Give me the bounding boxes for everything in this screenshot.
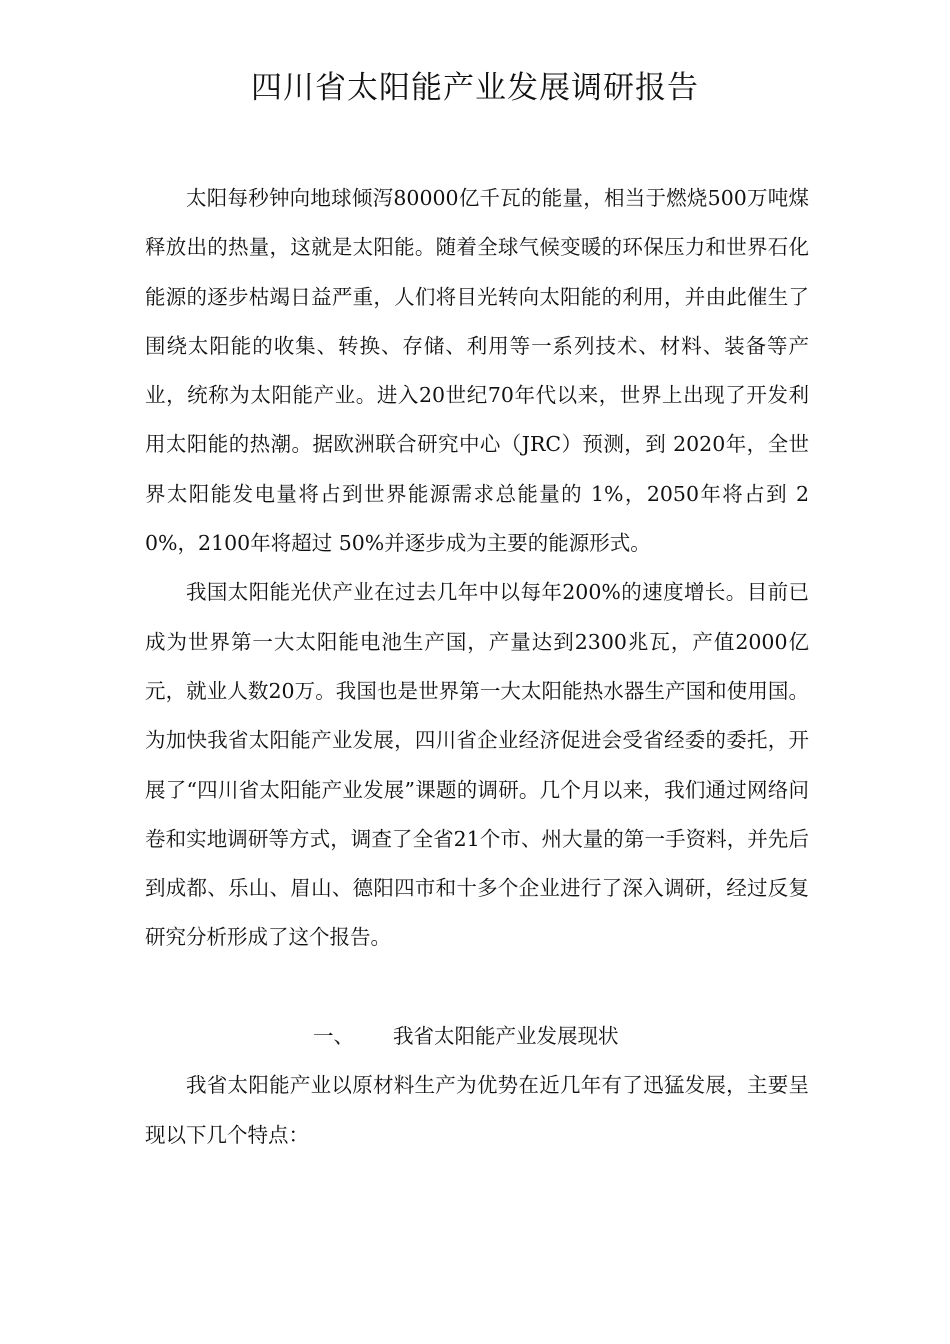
document-body [145,174,809,1160]
paragraph-intro: 太阳每秒钟向地球倾泻80000亿千瓦的能量，相当于燃烧500万吨煤释放出的热量，这就是太阳能。随着全球气候变暖的环保压力和世界石化能源的逐步枯竭日益严重，人们将目光转向太阳能的利用，并由此催生了围绕太阳能的收集、转换、存储、利用等一系列技术、材料、装备等产业，统称为太阳能产业。进入20世纪70年代以来，世界上出现了开发利用太阳能的热潮。据欧洲联合研究中心（JRC）预测，到 2020年，全世界太阳能发电量将占到世界能源需求总能量的 1%，2050年将占到 20%，2100年将超过 50%并逐步成为主要的能源形式。 [145,186,809,556]
document-title: 四川省太阳能产业发展调研报告 [251,70,699,106]
section-number: 一、 [313,1024,354,1049]
section-spacer [145,963,809,1012]
paragraph-china-pv: 我国太阳能光伏产业在过去几年中以每年200%的速度增长。目前已成为世界第一大太阳能电池生产国，产量达到2300兆瓦，产值2000亿元，就业人数20万。我国也是世界第一大太阳能热水器生产国和使用国。为加快我省太阳能产业发展，四川省企业经济促进会受省经委的委托，开展了“四川省太阳能产业发展”课题的调研。几个月以来，我们通过网络问卷和实地调研等方式，调查了全省21个市、州大量的第一手资料，并先后到成都、乐山、眉山、德阳四市和十多个企业进行了深入调研，经过反复研究分析形成了这个报告。 [145,580,809,950]
paragraph-section-1: 我省太阳能产业以原材料生产为优势在近几年有了迅猛发展，主要呈现以下几个特点： [145,1073,809,1147]
section-title: 我省太阳能产业发展现状 [393,1024,619,1049]
section-heading [145,1012,809,1061]
